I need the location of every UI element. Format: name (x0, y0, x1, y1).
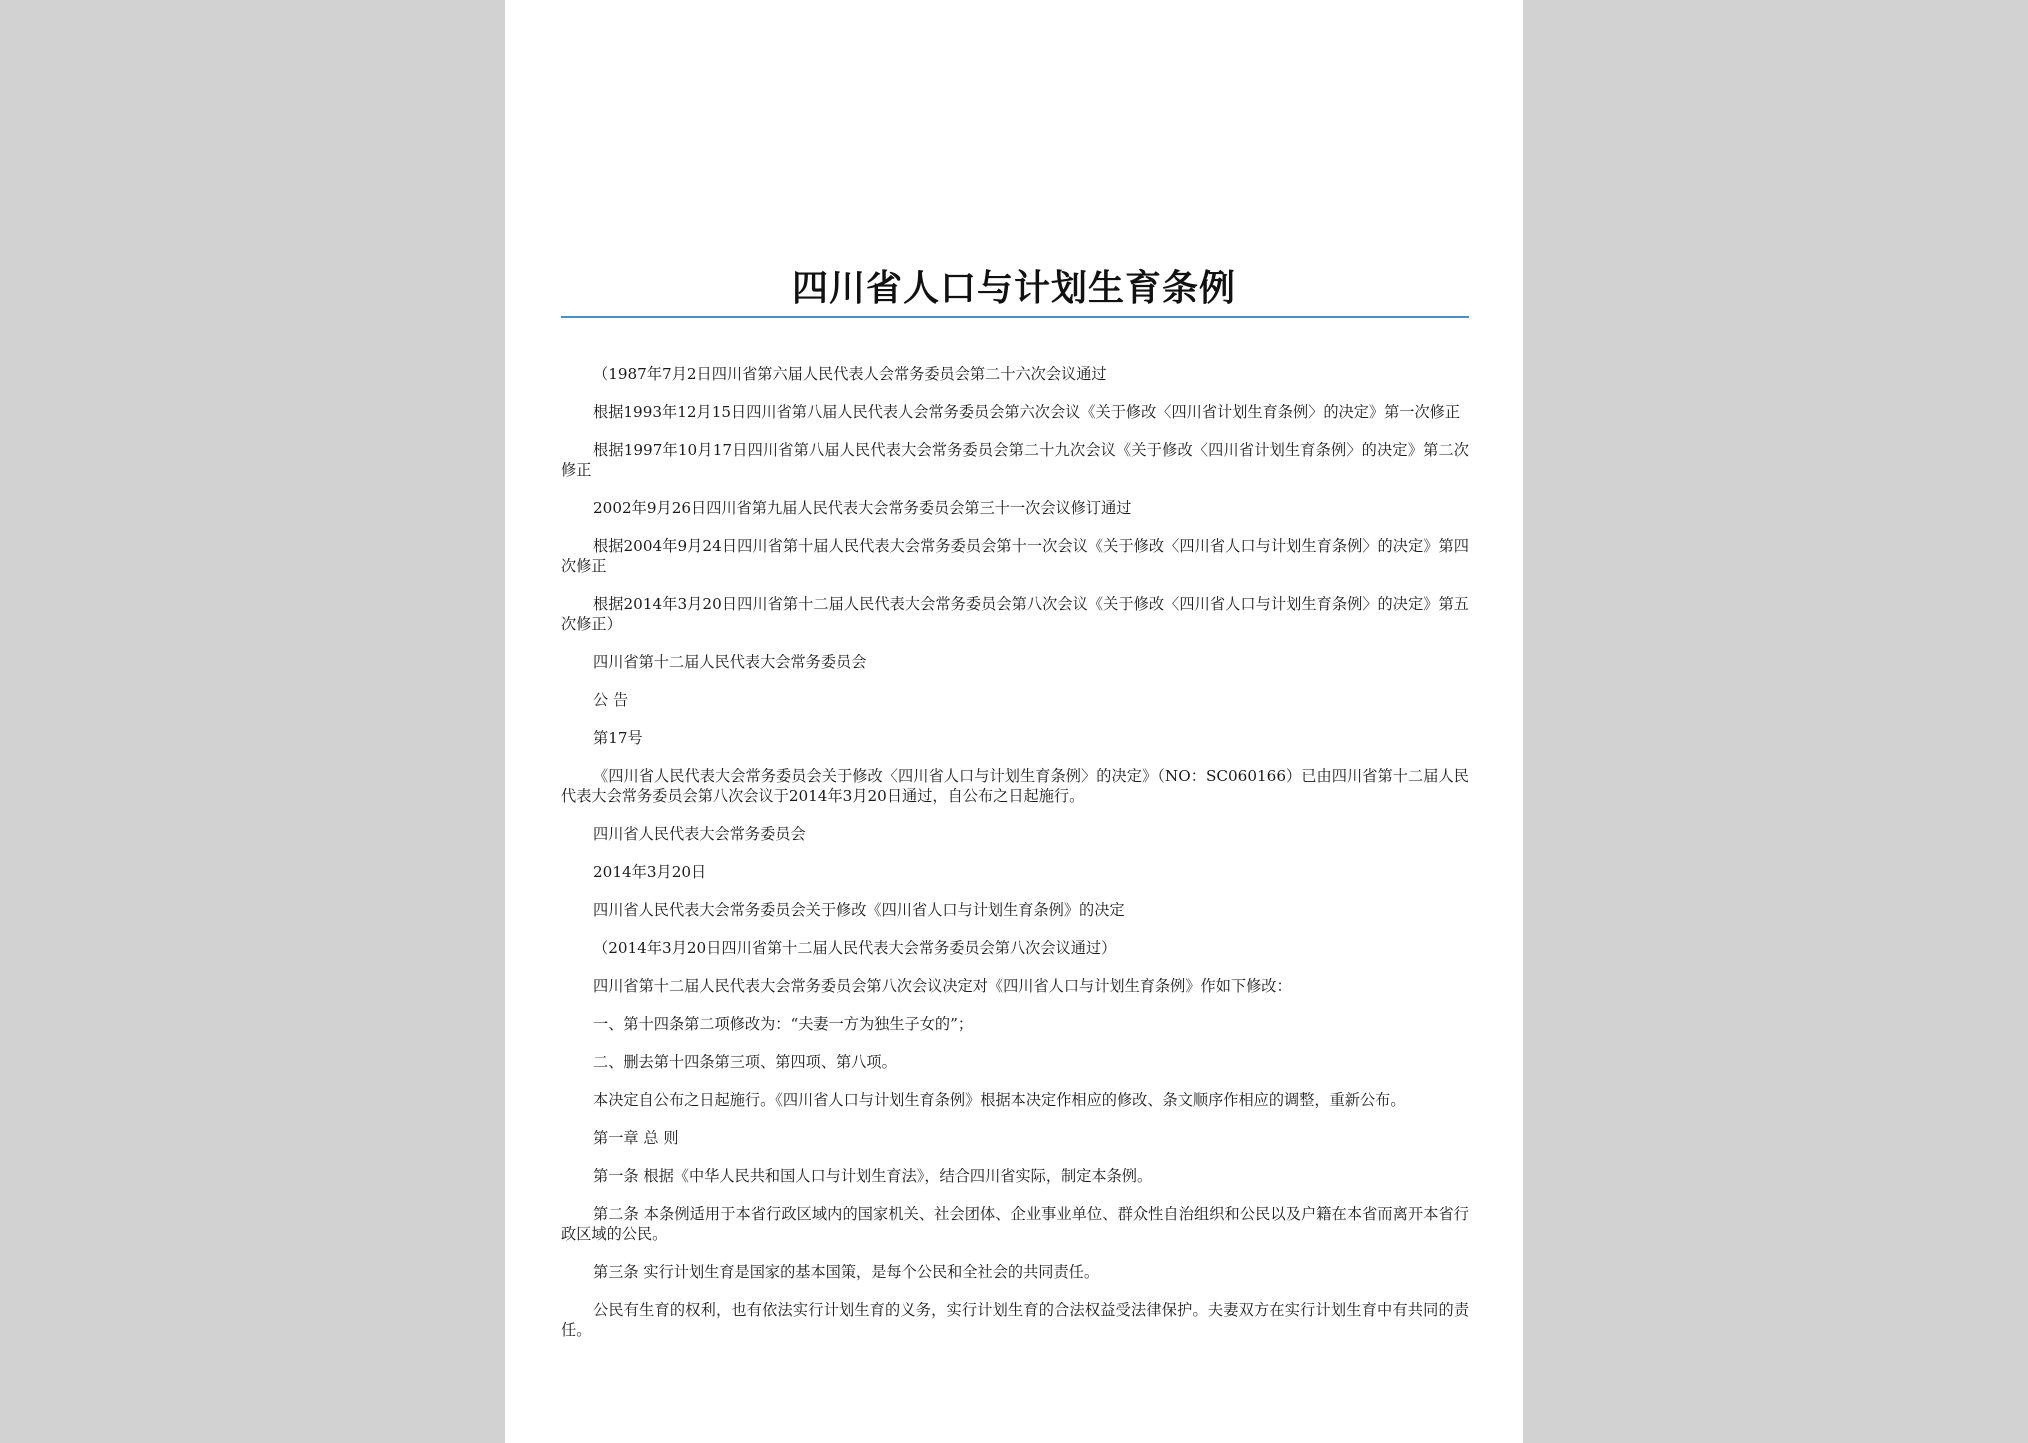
paragraph: 根据2004年9月24日四川省第十届人民代表大会常务委员会第十一次会议《关于修改〈四川省人口与计划生育条例〉的决定》第四次修正 (561, 537, 1469, 575)
paragraph: 本决定自公布之日起施行。《四川省人口与计划生育条例》根据本决定作相应的修改、条文顺序作相应的调整，重新公布。 (593, 1091, 1406, 1109)
document-title: 四川省人口与计划生育条例 (791, 267, 1236, 309)
paragraph: 第二条 本条例适用于本省行政区域内的国家机关、社会团体、企业事业单位、群众性自治组织和公民以及户籍在本省而离开本省行政区域的公民。 (561, 1205, 1469, 1243)
paragraph: 根据1997年10月17日四川省第八届人民代表大会常务委员会第二十九次会议《关于修改〈四川省计划生育条例〉的决定》第二次修正 (561, 441, 1469, 479)
paragraph: 2002年9月26日四川省第九届人民代表大会常务委员会第三十一次会议修订通过 (593, 499, 1132, 517)
title-underline (561, 316, 1469, 318)
paragraph: 四川省人民代表大会常务委员会关于修改《四川省人口与计划生育条例》的决定 (593, 901, 1125, 919)
paragraph: （2014年3月20日四川省第十二届人民代表大会常务委员会第八次会议通过） (593, 939, 1117, 957)
chapter-heading: 第一章 总 则 (593, 1129, 679, 1147)
paragraph: 根据2014年3月20日四川省第十二届人民代表大会常务委员会第八次会议《关于修改〈四川省人口与计划生育条例〉的决定》第五次修正） (561, 595, 1469, 633)
paragraph: 第17号 (593, 729, 643, 747)
paragraph: 四川省人民代表大会常务委员会 (593, 825, 806, 843)
document-page (505, 0, 1523, 1443)
paragraph: 一、第十四条第二项修改为：“夫妻一方为独生子女的”； (593, 1015, 974, 1033)
paragraph: （1987年7月2日四川省第六届人民代表人会常务委员会第二十六次会议通过 (593, 365, 1107, 383)
paragraph: 2014年3月20日 (593, 863, 707, 881)
paragraph: 四川省第十二届人民代表大会常务委员会 (593, 653, 867, 671)
paragraph: 二、删去第十四条第三项、第四项、第八项。 (593, 1053, 897, 1071)
paragraph: 《四川省人民代表大会常务委员会关于修改〈四川省人口与计划生育条例〉的决定》（NO：SC060166）已由四川省第十二届人民代表大会常务委员会第八次会议于2014年3月20日通过，自公布之日起施行。 (561, 767, 1469, 805)
paragraph: 根据1993年12月15日四川省第八届人民代表人会常务委员会第六次会议《关于修改〈四川省计划生育条例〉的决定》第一次修正 (593, 403, 1461, 421)
document-body (561, 364, 1469, 1358)
paragraph: 第三条 实行计划生育是国家的基本国策，是每个公民和全社会的共同责任。 (593, 1263, 1100, 1281)
paragraph: 四川省第十二届人民代表大会常务委员会第八次会议决定对《四川省人口与计划生育条例》作如下修改： (593, 977, 1292, 995)
paragraph: 公 告 (593, 691, 629, 709)
paragraph: 公民有生育的权利，也有依法实行计划生育的义务，实行计划生育的合法权益受法律保护。夫妻双方在实行计划生育中有共同的责任。 (561, 1301, 1469, 1339)
paragraph: 第一条 根据《中华人民共和国人口与计划生育法》，结合四川省实际，制定本条例。 (593, 1167, 1153, 1185)
